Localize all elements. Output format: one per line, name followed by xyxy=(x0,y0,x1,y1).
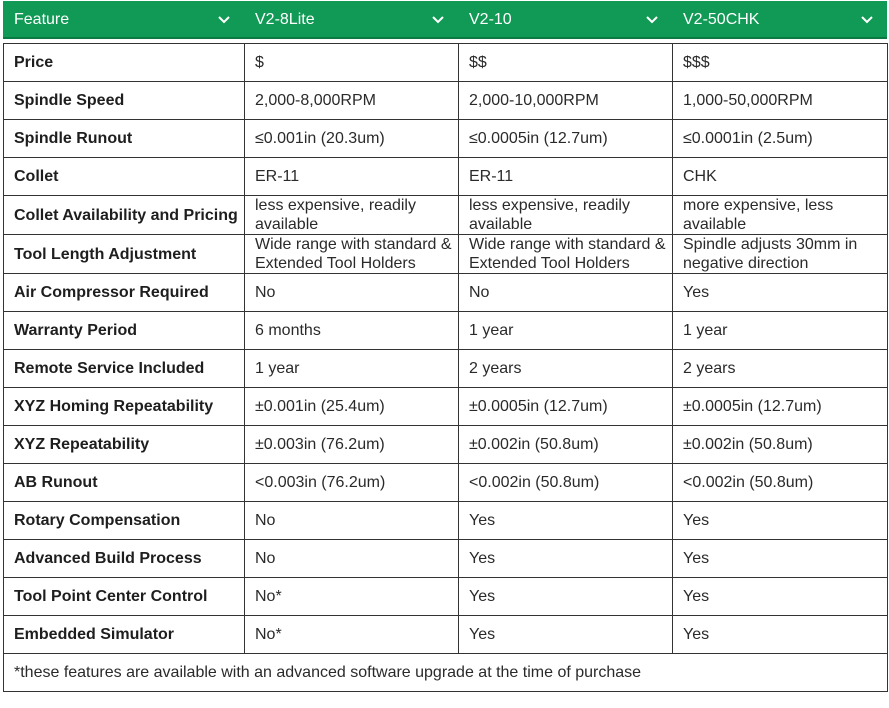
footnote: *these features are available with an advanced software upgrade at the time of purchase xyxy=(4,654,888,692)
feature-cell: Tool Length Adjustment xyxy=(4,235,245,274)
header-label: V2-10 xyxy=(469,11,512,28)
table-row xyxy=(4,350,888,388)
table-row xyxy=(4,158,888,196)
feature-cell: AB Runout xyxy=(4,464,245,502)
value-cell: Yes xyxy=(673,540,888,578)
value-cell: ≤0.0005in (12.7um) xyxy=(459,120,673,158)
comparison-table xyxy=(3,43,888,692)
feature-cell: Air Compressor Required xyxy=(4,274,245,312)
value-cell: ±0.002in (50.8um) xyxy=(459,426,673,464)
value-cell: $$ xyxy=(459,44,673,82)
value-cell: $ xyxy=(245,44,459,82)
header-label: Feature xyxy=(14,11,70,28)
value-cell: No xyxy=(459,274,673,312)
header-feature[interactable] xyxy=(3,1,244,39)
value-cell: CHK xyxy=(673,158,888,196)
footnote-row xyxy=(4,654,888,692)
value-cell: ±0.0005in (12.7um) xyxy=(673,388,888,426)
feature-cell: Collet Availability and Pricing xyxy=(4,196,245,235)
value-cell: 6 months xyxy=(245,312,459,350)
value-cell: Yes xyxy=(459,540,673,578)
chevron-down-icon[interactable] xyxy=(644,12,660,28)
value-cell: ER-11 xyxy=(459,158,673,196)
chevron-down-icon[interactable] xyxy=(430,12,446,28)
table-row xyxy=(4,235,888,274)
feature-cell: Spindle Runout xyxy=(4,120,245,158)
value-cell: ≤0.001in (20.3um) xyxy=(245,120,459,158)
chevron-down-icon[interactable] xyxy=(859,12,875,28)
feature-cell: Tool Point Center Control xyxy=(4,578,245,616)
table-row xyxy=(4,120,888,158)
value-cell: ±0.0005in (12.7um) xyxy=(459,388,673,426)
value-cell: less expensive, readily available xyxy=(245,196,459,235)
value-cell: <0.003in (76.2um) xyxy=(245,464,459,502)
value-cell: 2 years xyxy=(459,350,673,388)
value-cell: Wide range with standard & Extended Tool Holders xyxy=(245,235,459,274)
value-cell: No xyxy=(245,502,459,540)
value-cell: less expensive, readily available xyxy=(459,196,673,235)
value-cell: ±0.003in (76.2um) xyxy=(245,426,459,464)
table-row xyxy=(4,502,888,540)
table-row xyxy=(4,540,888,578)
header-v2-8lite[interactable] xyxy=(244,1,458,39)
table-row xyxy=(4,388,888,426)
value-cell: Yes xyxy=(459,578,673,616)
value-cell: 2 years xyxy=(673,350,888,388)
value-cell: Yes xyxy=(459,502,673,540)
header-label: V2-50CHK xyxy=(683,11,760,28)
feature-cell: Remote Service Included xyxy=(4,350,245,388)
table-row xyxy=(4,578,888,616)
value-cell: Yes xyxy=(673,274,888,312)
value-cell: $$$ xyxy=(673,44,888,82)
value-cell: ER-11 xyxy=(245,158,459,196)
value-cell: more expensive, less available xyxy=(673,196,888,235)
table-row xyxy=(4,312,888,350)
feature-cell: Spindle Speed xyxy=(4,82,245,120)
table-row xyxy=(4,616,888,654)
value-cell: Spindle adjusts 30mm in negative direction xyxy=(673,235,888,274)
table-row xyxy=(4,196,888,235)
value-cell: Yes xyxy=(673,616,888,654)
value-cell: 2,000-8,000RPM xyxy=(245,82,459,120)
value-cell: Wide range with standard & Extended Tool Holders xyxy=(459,235,673,274)
feature-cell: Advanced Build Process xyxy=(4,540,245,578)
value-cell: 1 year xyxy=(459,312,673,350)
table-row xyxy=(4,44,888,82)
table-row xyxy=(4,82,888,120)
header-v2-50chk[interactable] xyxy=(672,1,887,39)
value-cell: No xyxy=(245,540,459,578)
table-row xyxy=(4,426,888,464)
table-row xyxy=(4,274,888,312)
chevron-down-icon[interactable] xyxy=(216,12,232,28)
value-cell: Yes xyxy=(673,578,888,616)
value-cell: 1 year xyxy=(245,350,459,388)
header-v2-10[interactable] xyxy=(458,1,672,39)
value-cell: 1,000-50,000RPM xyxy=(673,82,888,120)
value-cell: 2,000-10,000RPM xyxy=(459,82,673,120)
feature-cell: Rotary Compensation xyxy=(4,502,245,540)
value-cell: <0.002in (50.8um) xyxy=(673,464,888,502)
value-cell: No* xyxy=(245,616,459,654)
feature-cell: Embedded Simulator xyxy=(4,616,245,654)
feature-cell: Collet xyxy=(4,158,245,196)
feature-cell: XYZ Repeatability xyxy=(4,426,245,464)
value-cell: No* xyxy=(245,578,459,616)
feature-cell: Warranty Period xyxy=(4,312,245,350)
value-cell: ±0.002in (50.8um) xyxy=(673,426,888,464)
value-cell: ≤0.0001in (2.5um) xyxy=(673,120,888,158)
feature-cell: Price xyxy=(4,44,245,82)
value-cell: Yes xyxy=(673,502,888,540)
header-label: V2-8Lite xyxy=(255,11,315,28)
value-cell: No xyxy=(245,274,459,312)
table-row xyxy=(4,464,888,502)
value-cell: <0.002in (50.8um) xyxy=(459,464,673,502)
feature-cell: XYZ Homing Repeatability xyxy=(4,388,245,426)
value-cell: 1 year xyxy=(673,312,888,350)
table-header xyxy=(3,1,887,39)
value-cell: ±0.001in (25.4um) xyxy=(245,388,459,426)
value-cell: Yes xyxy=(459,616,673,654)
